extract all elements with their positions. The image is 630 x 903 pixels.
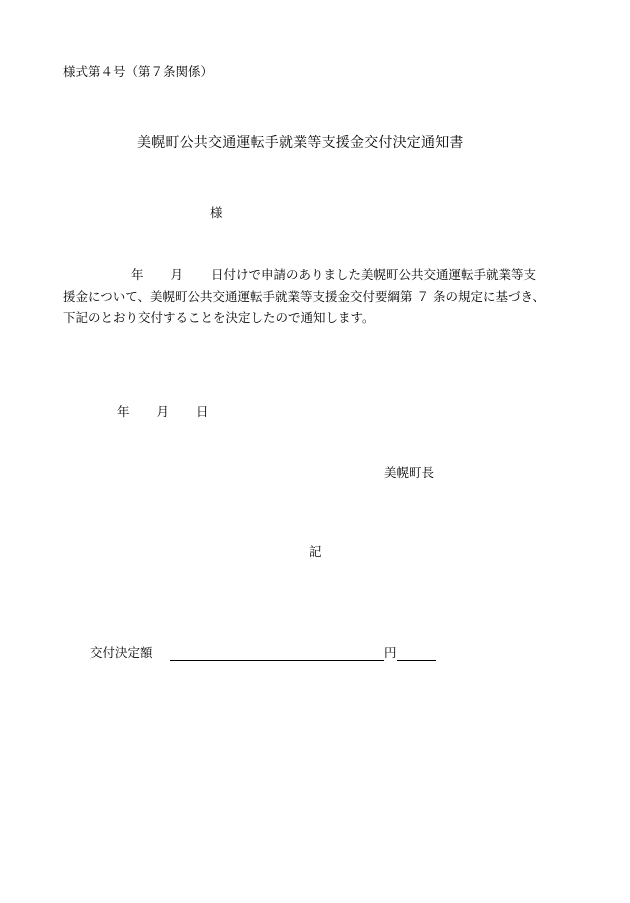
- form-number: 様式第４号（第７条関係）: [63, 64, 214, 79]
- amount-underline: [397, 660, 436, 661]
- addressee-honorific: 様: [210, 205, 223, 220]
- body-line-2: 援金について、美幌町公共交通運転手就業等支援金交付要綱第 ７ 条の規定に基づき、: [63, 288, 545, 304]
- amount-label: 交付決定額: [90, 645, 153, 660]
- notice-body: [63, 264, 583, 329]
- amount-unit: 円: [384, 645, 397, 660]
- body-year-label: 年: [131, 267, 144, 282]
- issue-year-label: 年: [117, 404, 130, 419]
- issue-day-label: 日: [196, 404, 209, 419]
- note-heading: 記: [309, 544, 322, 559]
- body-month-label: 月: [170, 267, 184, 282]
- amount-blank-line: [170, 660, 384, 661]
- issuer-name: 美幌町長: [384, 465, 435, 480]
- document-title: 美幌町公共交通運転手就業等支援金交付決定通知書: [137, 135, 464, 151]
- body-line-1: [63, 264, 583, 286]
- body-line-1-text: 日付けで申請のありました美幌町公共交通運転手就業等支: [211, 267, 537, 282]
- issue-date: [117, 406, 209, 419]
- issue-month-label: 月: [156, 404, 170, 419]
- body-line-3: 下記のとおり交付することを決定したので通知します。: [63, 310, 375, 325]
